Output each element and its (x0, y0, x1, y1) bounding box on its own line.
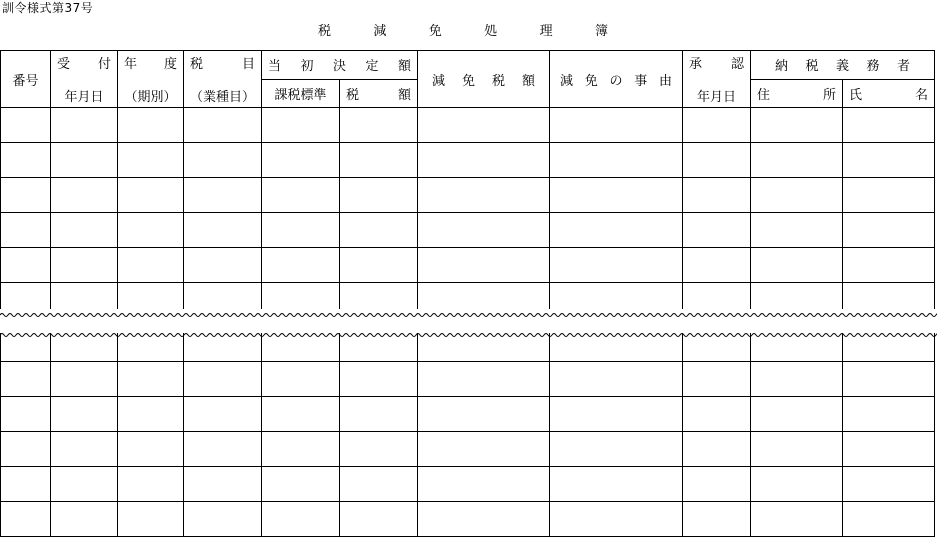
ledger-cell[interactable] (1, 397, 51, 432)
ledger-cell[interactable] (184, 283, 262, 310)
header-reduced-amount (418, 51, 550, 108)
ledger-cell[interactable] (262, 213, 340, 248)
ledger-cell[interactable] (262, 108, 340, 143)
header-initial-decision (262, 51, 418, 80)
ledger-cell[interactable] (418, 143, 550, 178)
ledger-cell[interactable] (262, 248, 340, 283)
ledger-cell[interactable] (1, 108, 51, 143)
header-tax-item-char: 目 (241, 57, 255, 72)
header-address (751, 79, 843, 108)
ledger-cell[interactable] (262, 432, 340, 467)
ledger-cell[interactable] (418, 248, 550, 283)
ledger-row (1, 502, 935, 537)
ledger-row (1, 248, 935, 283)
ledger-cell[interactable] (751, 248, 843, 283)
ledger-cell[interactable] (184, 502, 262, 537)
ledger-row (1, 143, 935, 178)
ledger-cell[interactable] (843, 248, 935, 283)
ledger-cell[interactable] (683, 213, 751, 248)
ledger-cell[interactable] (550, 108, 683, 143)
ledger-cell[interactable] (340, 362, 418, 397)
ledger-cell[interactable] (1, 178, 51, 213)
ledger-cell[interactable] (843, 333, 935, 362)
ledger-rows-bottom (1, 333, 935, 537)
ledger-cell[interactable] (418, 283, 550, 310)
ledger-cell[interactable] (1, 248, 51, 283)
ledger-cell[interactable] (340, 283, 418, 310)
ledger-cell[interactable] (1, 213, 51, 248)
ledger-cell[interactable] (843, 213, 935, 248)
header-reduced-char: 税 (491, 73, 505, 89)
header-tax-item (184, 51, 262, 108)
ledger-row (1, 467, 935, 502)
header-taxpayer-char: 税 (805, 59, 819, 75)
header-approval (683, 51, 751, 108)
header-initial-char: 定 (365, 59, 379, 75)
ledger-cell[interactable] (418, 333, 550, 362)
ledger-cell[interactable] (843, 143, 935, 178)
header-tax-amount (340, 79, 418, 108)
ledger-cell[interactable] (118, 397, 184, 432)
ledger-cell[interactable] (683, 333, 751, 362)
ledger-cell[interactable] (340, 178, 418, 213)
ledger-cell[interactable] (418, 397, 550, 432)
ledger-cell[interactable] (118, 333, 184, 362)
ledger-cell[interactable] (118, 143, 184, 178)
ledger-cell[interactable] (418, 178, 550, 213)
ledger-cell[interactable] (843, 362, 935, 397)
header-received-date: 年月日 (64, 90, 104, 105)
ledger-cell[interactable] (51, 248, 118, 283)
header-tax-base: 課税標準 (262, 79, 340, 108)
ledger-cell[interactable] (418, 467, 550, 502)
ledger-cell[interactable] (550, 502, 683, 537)
ledger-cell[interactable] (340, 333, 418, 362)
ledger-cell[interactable] (118, 248, 184, 283)
ledger-cell[interactable] (843, 178, 935, 213)
ledger-cell[interactable] (262, 467, 340, 502)
ledger-row (1, 362, 935, 397)
ledger-cell[interactable] (751, 213, 843, 248)
header-approval-date: 年月日 (697, 90, 737, 105)
header-name (843, 79, 935, 108)
ledger-cell[interactable] (751, 143, 843, 178)
ledger-cell[interactable] (51, 143, 118, 178)
ledger-cell[interactable] (118, 283, 184, 310)
ledger-cell[interactable] (418, 502, 550, 537)
header-taxpayer-char: 納 (775, 59, 789, 75)
header-tax-item-industry: （業種目） (189, 90, 255, 105)
title-char: 税 (318, 24, 332, 39)
header-initial-char: 当 (268, 59, 282, 75)
ledger-cell[interactable] (683, 467, 751, 502)
header-reason-char: 由 (658, 73, 672, 89)
wavy-line-top (0, 314, 937, 317)
header-reason-char: の (609, 73, 623, 89)
ledger-cell[interactable] (843, 283, 935, 310)
ledger-cell[interactable] (550, 178, 683, 213)
ledger-cell[interactable] (184, 143, 262, 178)
ledger-cell[interactable] (683, 397, 751, 432)
ledger-rows-top (1, 108, 935, 310)
header-reason-char: 免 (584, 73, 598, 89)
ledger-cell[interactable] (751, 178, 843, 213)
ledger-cell[interactable] (550, 283, 683, 310)
header-initial-char: 額 (398, 59, 412, 75)
header-received-char: 受 (57, 57, 71, 72)
ledger-cell[interactable] (340, 397, 418, 432)
ledger-cell[interactable] (118, 467, 184, 502)
header-taxpayer (751, 51, 935, 80)
ledger-cell[interactable] (262, 283, 340, 310)
ledger-row (1, 108, 935, 143)
header-reason-char: 減 (560, 73, 574, 89)
ledger-cell[interactable] (751, 502, 843, 537)
ledger-row (1, 283, 935, 310)
ledger-cell[interactable] (1, 502, 51, 537)
header-number: 番号 (1, 51, 51, 108)
ledger-cell[interactable] (262, 362, 340, 397)
ledger-cell[interactable] (418, 213, 550, 248)
ledger-row (1, 213, 935, 248)
ledger-cell[interactable] (340, 432, 418, 467)
ledger-cell[interactable] (843, 397, 935, 432)
ledger-row (1, 397, 935, 432)
ledger-table-bottom (0, 333, 935, 537)
ledger-table-top (0, 50, 935, 309)
ledger-cell[interactable] (262, 333, 340, 362)
header-tax-item-char: 税 (190, 57, 204, 72)
ledger-cell[interactable] (118, 362, 184, 397)
title-char: 理 (539, 24, 553, 39)
ledger-cell[interactable] (843, 467, 935, 502)
ledger-cell[interactable] (184, 467, 262, 502)
ledger-cell[interactable] (340, 467, 418, 502)
header-initial-char: 決 (333, 59, 347, 75)
ledger-cell[interactable] (340, 108, 418, 143)
ledger-cell[interactable] (51, 432, 118, 467)
ledger-cell[interactable] (683, 108, 751, 143)
ledger-cell[interactable] (184, 248, 262, 283)
header-name-char: 名 (915, 87, 929, 103)
ledger-cell[interactable] (751, 432, 843, 467)
ledger-cell[interactable] (51, 333, 118, 362)
ledger-cell[interactable] (751, 283, 843, 310)
title-char: 簿 (594, 24, 608, 39)
ledger-cell[interactable] (51, 362, 118, 397)
ledger-title (318, 20, 608, 39)
header-reduced-char: 額 (521, 73, 535, 89)
ledger-cell[interactable] (340, 248, 418, 283)
header-year-period: （期別） (124, 90, 177, 105)
ledger-cell[interactable] (118, 213, 184, 248)
title-char: 減 (373, 24, 387, 39)
ledger-cell[interactable] (51, 467, 118, 502)
ledger-cell[interactable] (1, 432, 51, 467)
ledger-cell[interactable] (683, 283, 751, 310)
header-reduced-char: 減 (432, 73, 446, 89)
title-char: 免 (428, 24, 442, 39)
ledger-cell[interactable] (184, 362, 262, 397)
ledger-cell[interactable] (751, 362, 843, 397)
ledger-cell[interactable] (118, 108, 184, 143)
ledger-cell[interactable] (418, 108, 550, 143)
ledger-cell[interactable] (751, 333, 843, 362)
ledger-cell[interactable] (683, 502, 751, 537)
ledger-cell[interactable] (184, 178, 262, 213)
ledger-cell[interactable] (683, 362, 751, 397)
ledger-cell[interactable] (1, 143, 51, 178)
ledger-cell[interactable] (1, 283, 51, 310)
ledger-cell[interactable] (51, 397, 118, 432)
ledger-cell[interactable] (683, 432, 751, 467)
ledger-cell[interactable] (751, 397, 843, 432)
ledger-cell[interactable] (184, 432, 262, 467)
header-taxpayer-char: 者 (897, 59, 911, 75)
ledger-cell[interactable] (184, 333, 262, 362)
ledger-cell[interactable] (418, 432, 550, 467)
header-name-char: 氏 (849, 87, 863, 103)
header-tax-amount-char: 額 (398, 87, 412, 103)
ledger-cell[interactable] (751, 467, 843, 502)
header-taxpayer-char: 務 (866, 59, 880, 75)
form-number: 訓令様式第37号 (2, 1, 94, 15)
header-address-char: 所 (823, 87, 837, 103)
ledger-cell[interactable] (118, 432, 184, 467)
ledger-cell[interactable] (51, 502, 118, 537)
header-approval-char: 認 (731, 57, 745, 72)
ledger-cell[interactable] (843, 108, 935, 143)
ledger-cell[interactable] (262, 502, 340, 537)
header-received-char: 付 (97, 57, 111, 72)
ledger-cell[interactable] (340, 143, 418, 178)
ledger-cell[interactable] (550, 248, 683, 283)
ledger-cell[interactable] (683, 143, 751, 178)
ledger-cell[interactable] (550, 362, 683, 397)
ledger-cell[interactable] (262, 178, 340, 213)
ledger-cell[interactable] (550, 333, 683, 362)
ledger-row (1, 333, 935, 362)
ledger-cell[interactable] (51, 213, 118, 248)
ledger-cell[interactable] (118, 178, 184, 213)
header-year-char: 度 (163, 57, 177, 72)
ledger-cell[interactable] (262, 397, 340, 432)
ledger-cell[interactable] (340, 502, 418, 537)
ledger-cell[interactable] (683, 178, 751, 213)
header-approval-char: 承 (689, 57, 703, 72)
header-address-char: 住 (757, 87, 771, 103)
ledger-cell[interactable] (843, 432, 935, 467)
header-reason-char: 事 (634, 73, 648, 89)
ledger-cell[interactable] (843, 502, 935, 537)
header-tax-amount-char: 税 (346, 87, 360, 103)
ledger-cell[interactable] (118, 502, 184, 537)
ledger-cell[interactable] (1, 467, 51, 502)
ledger-row (1, 432, 935, 467)
header-received (51, 51, 118, 108)
ledger-cell[interactable] (550, 467, 683, 502)
header-year-char: 年 (124, 57, 138, 72)
ledger-cell[interactable] (340, 213, 418, 248)
ledger-cell[interactable] (550, 397, 683, 432)
ledger-cell[interactable] (418, 362, 550, 397)
ledger-cell[interactable] (1, 362, 51, 397)
header-reduced-char: 免 (462, 73, 476, 89)
header-initial-char: 初 (300, 59, 314, 75)
ledger-cell[interactable] (51, 178, 118, 213)
ledger-cell[interactable] (550, 213, 683, 248)
ledger-cell[interactable] (1, 333, 51, 362)
ledger-cell[interactable] (550, 432, 683, 467)
header-year (118, 51, 184, 108)
ledger-cell[interactable] (262, 143, 340, 178)
ledger-cell[interactable] (51, 108, 118, 143)
title-char: 処 (484, 24, 498, 39)
header-reason (550, 51, 683, 108)
ledger-cell[interactable] (751, 108, 843, 143)
header-taxpayer-char: 義 (836, 59, 850, 75)
ledger-cell[interactable] (550, 143, 683, 178)
ledger-cell[interactable] (184, 213, 262, 248)
ledger-cell[interactable] (51, 283, 118, 310)
ledger-row (1, 178, 935, 213)
ledger-cell[interactable] (184, 397, 262, 432)
ledger-cell[interactable] (184, 108, 262, 143)
ledger-cell[interactable] (683, 248, 751, 283)
